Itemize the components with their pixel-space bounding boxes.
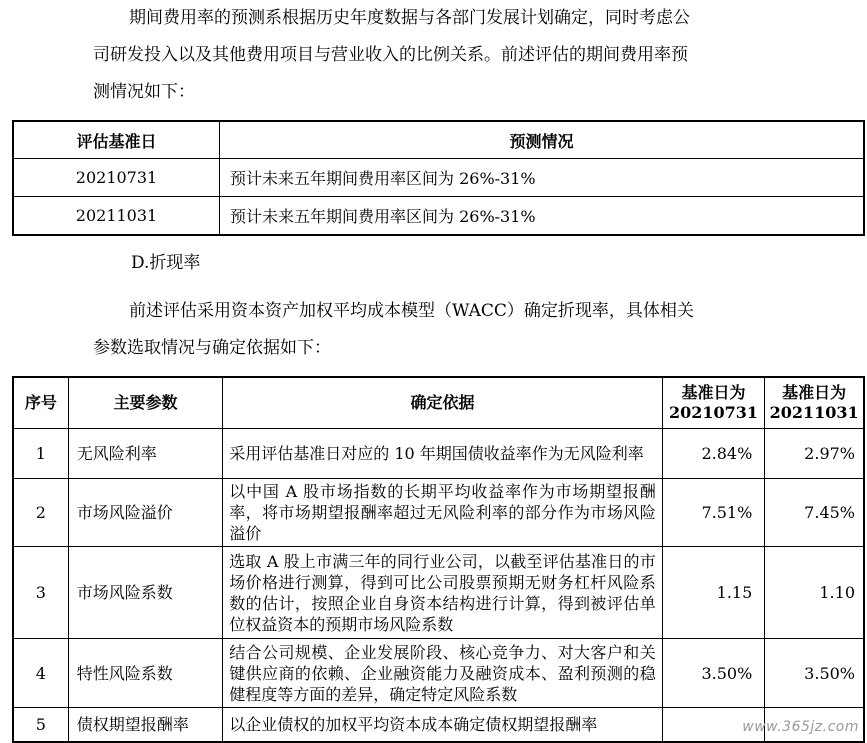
col-header-date-1-line1: 基准日为 — [681, 383, 746, 402]
col-header-param: 主要参数 — [68, 377, 223, 429]
cell-basis: 以中国 A 股市场指数的长期平均收益率作为市场期望报酬率，将市场期望报酬率超过无风险利率的部分作为市场风险溢价 — [223, 479, 662, 547]
cell-no: 3 — [13, 547, 68, 639]
table-row — [13, 479, 864, 547]
cell-no: 2 — [13, 479, 68, 547]
table-row — [13, 197, 864, 236]
wacc-line-1: 前述评估采用资本资产加权平均成本模型（WACC）确定折现率，具体相关 — [129, 301, 694, 321]
col-header-date-2-line2: 20211031 — [769, 403, 859, 422]
cell-no: 5 — [13, 708, 68, 742]
expense-rate-table — [12, 120, 865, 236]
wacc-line-2: 参数选取情况与确定依据如下： — [93, 338, 331, 358]
col-header-forecast: 预测情况 — [220, 121, 865, 159]
cell-basis: 采用评估基准日对应的 10 年期国债收益率作为无风险利率 — [223, 429, 662, 479]
col-header-no: 序号 — [13, 377, 68, 429]
cell-date: 20211031 — [13, 197, 220, 236]
cell-basis: 结合公司规模、企业发展阶段、核心竞争力、对大客户和关键供应商的依赖、企业融资能力及融资成本、盈利预测的稳健程度等方面的差异，确定特定风险系数 — [223, 639, 662, 708]
cell-param: 无风险利率 — [68, 429, 223, 479]
intro-line-2: 司研发投入以及其他费用项目与营业收入的比例关系。前述评估的期间费用率预 — [93, 45, 688, 65]
cell-value-1: 1.15 — [662, 547, 765, 639]
table-header-row — [13, 377, 864, 429]
cell-basis: 以企业债权的加权平均资本成本确定债权期望报酬率 — [223, 708, 662, 742]
cell-value-2: 2.97% — [765, 429, 864, 479]
cell-forecast: 预计未来五年期间费用率区间为 26%-31% — [220, 159, 865, 197]
col-header-date-2-line1: 基准日为 — [782, 383, 847, 402]
cell-no: 4 — [13, 639, 68, 708]
cell-basis: 选取 A 股上市满三年的同行业公司，以截至评估基准日的市场价格进行测算，得到可比公司股票预期无财务杠杆风险系数的估计，按照企业自身资本结构进行计算，得到被评估单位权益资本的预期市场风险系数 — [223, 547, 662, 639]
col-header-basis: 确定依据 — [223, 377, 662, 429]
cell-no: 1 — [13, 429, 68, 479]
section-heading-discount-rate: D.折现率 — [131, 253, 201, 273]
table-header-row — [13, 121, 864, 159]
cell-param: 市场风险溢价 — [68, 479, 223, 547]
table-row — [13, 708, 864, 742]
table-row — [13, 159, 864, 197]
wacc-parameter-table — [12, 376, 865, 743]
col-header-date-1 — [662, 377, 765, 429]
wacc-paragraph — [93, 293, 793, 367]
col-header-date-1-line2: 20210731 — [668, 403, 759, 422]
cell-forecast: 预计未来五年期间费用率区间为 26%-31% — [220, 197, 865, 236]
cell-param: 特性风险系数 — [68, 639, 223, 708]
cell-value-2: 3.50% — [765, 639, 864, 708]
table-row — [13, 639, 864, 708]
cell-value-1: 2.84% — [662, 429, 765, 479]
intro-paragraph — [93, 0, 793, 111]
site-watermark: www.365jz.com — [742, 719, 859, 735]
cell-value-2: 1.10 — [765, 547, 864, 639]
cell-value-2: 7.45% — [765, 479, 864, 547]
cell-value-1: 3.50% — [662, 639, 765, 708]
intro-line-3: 测情况如下： — [93, 82, 195, 102]
cell-param: 债权期望报酬率 — [68, 708, 223, 742]
cell-date: 20210731 — [13, 159, 220, 197]
col-header-date-2 — [765, 377, 864, 429]
table-row — [13, 429, 864, 479]
table-row — [13, 547, 864, 639]
col-header-date: 评估基准日 — [13, 121, 220, 159]
intro-line-1: 期间费用率的预测系根据历史年度数据与各部门发展计划确定，同时考虑公 — [129, 8, 690, 28]
cell-value-1: 7.51% — [662, 479, 765, 547]
cell-param: 市场风险系数 — [68, 547, 223, 639]
